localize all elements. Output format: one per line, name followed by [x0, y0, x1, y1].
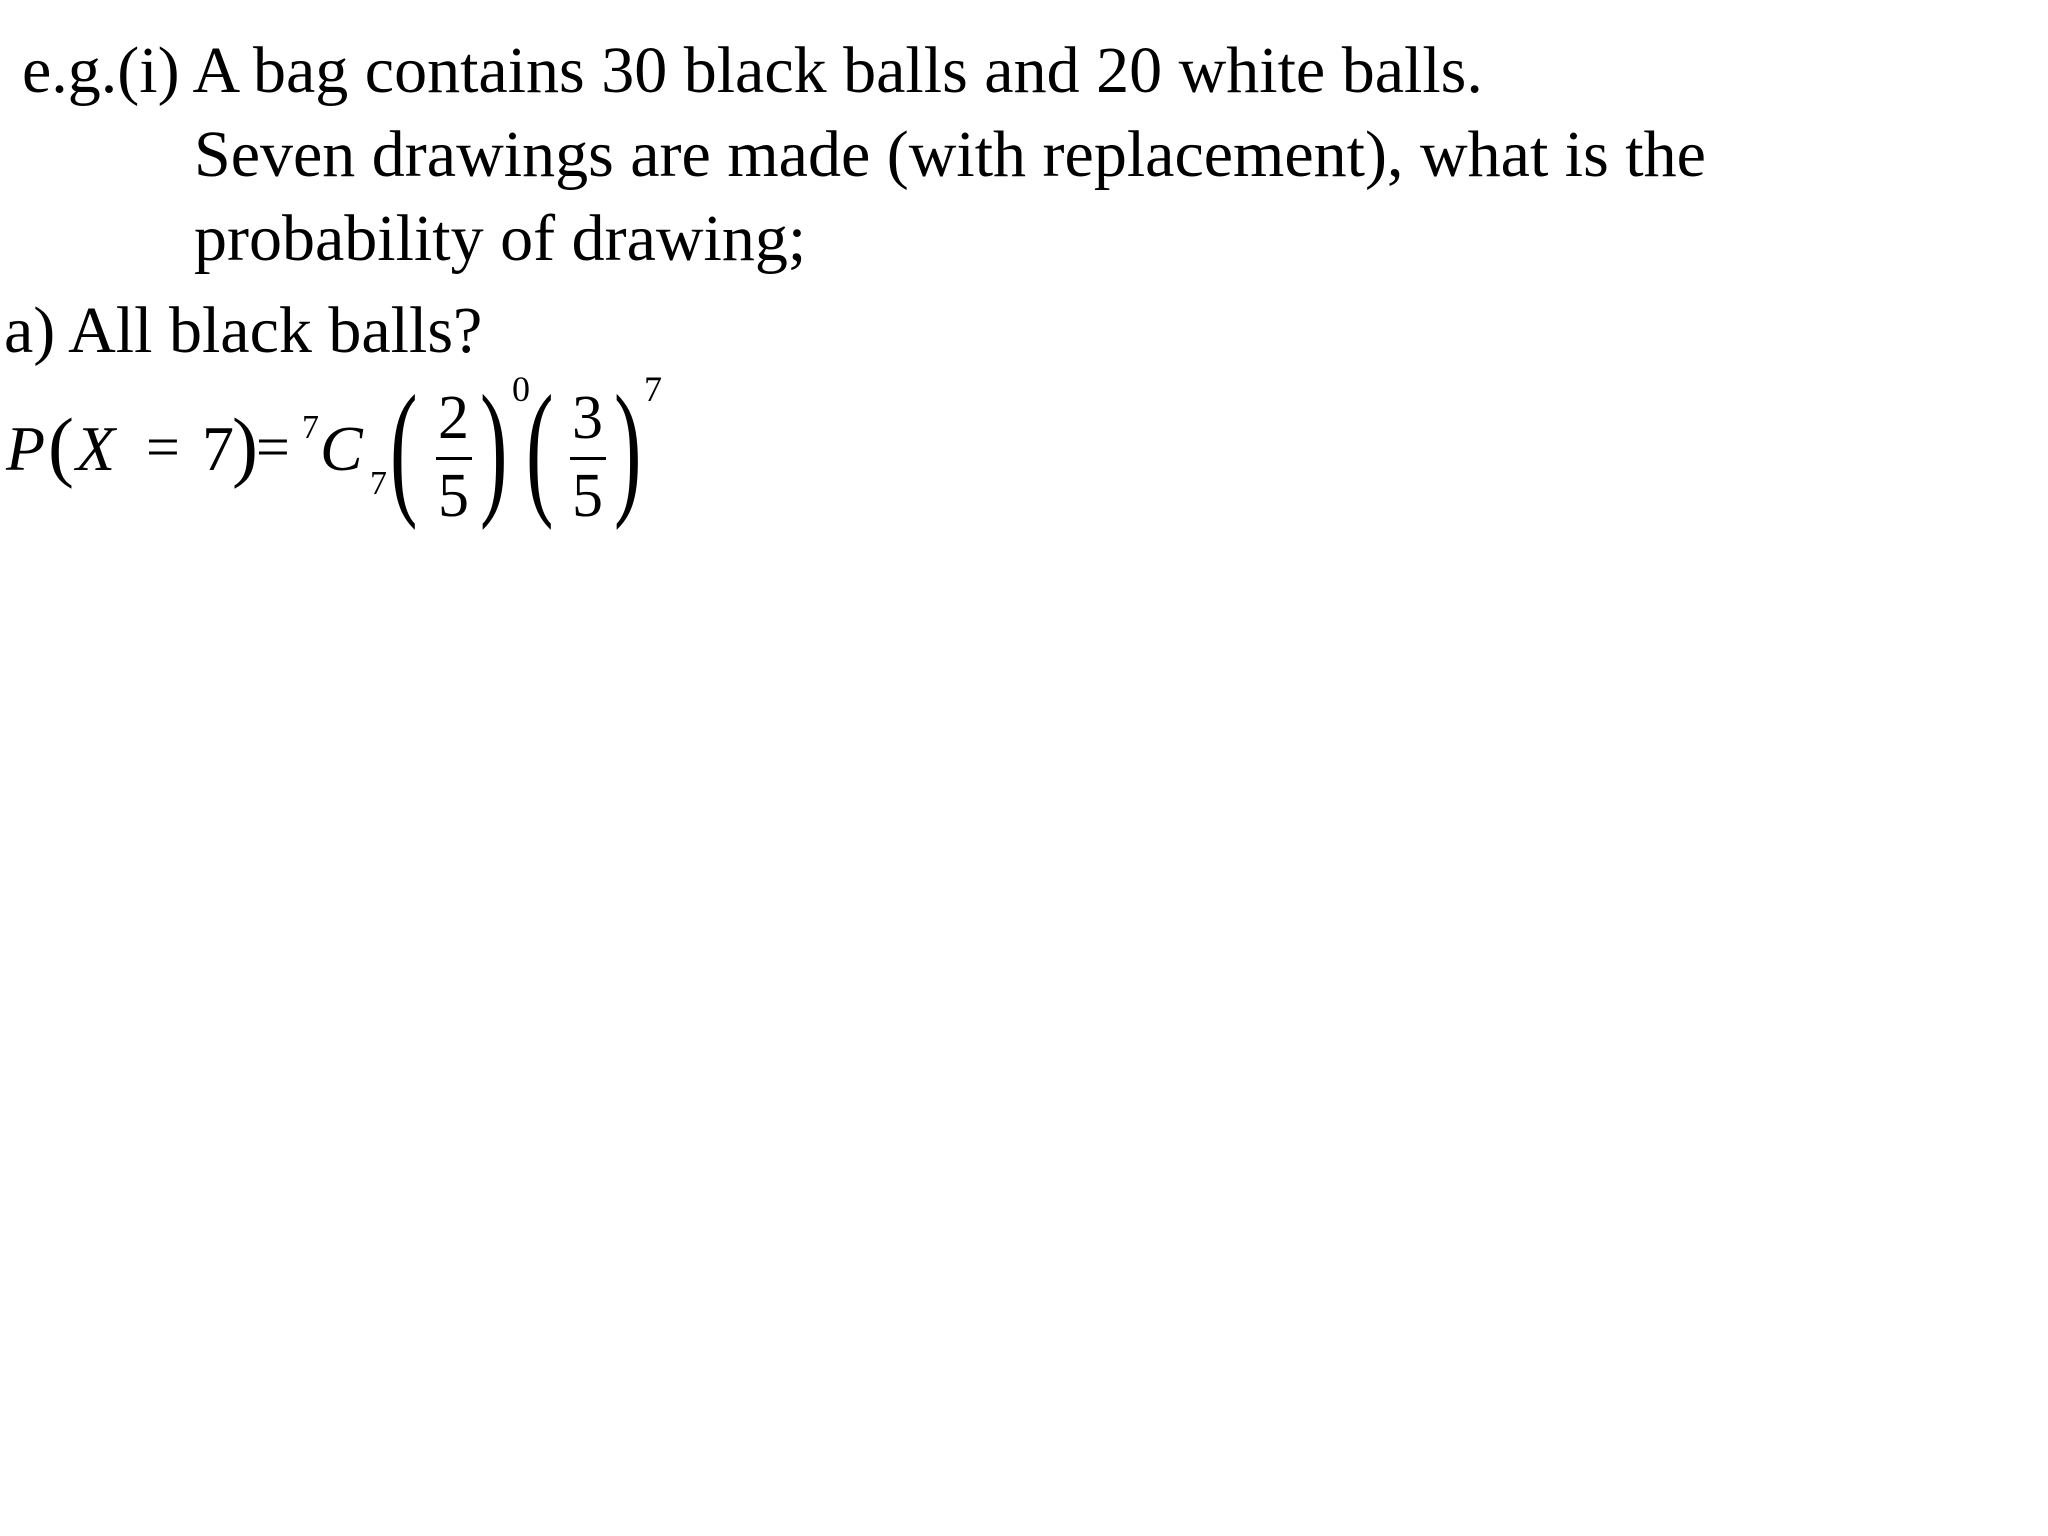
formula-equals: = [256, 414, 290, 480]
part-a-question [4, 294, 483, 367]
formula-x: X [76, 413, 116, 484]
example-text-line-3: probability of drawing; [194, 202, 807, 275]
example-line-3 [194, 202, 807, 275]
example-text-line-1: A bag contains 30 black balls and 20 white balls. [192, 34, 1483, 107]
formula-combination-superscript: 7 [302, 409, 319, 446]
fraction-1-close-paren: ) [480, 365, 508, 531]
example-line-1 [22, 34, 1483, 107]
formula-combination-subscript: 7 [370, 465, 387, 502]
fraction-1-denominator: 5 [438, 462, 469, 530]
fraction-2-denominator: 5 [572, 462, 603, 530]
fraction-2-close-paren: ) [614, 365, 642, 531]
fraction-1-numerator: 2 [438, 384, 469, 452]
part-a-label: a) All black balls? [4, 294, 483, 367]
fraction-2-numerator: 3 [572, 384, 603, 452]
formula-lhs-open-paren: ( [48, 402, 74, 489]
example-text-line-2: Seven drawings are made (with replacement), what is the [194, 118, 1706, 191]
formula-x-value: 7 [202, 413, 234, 484]
fraction-1-open-paren: ( [390, 365, 418, 531]
fraction-1-exponent: 0 [512, 369, 530, 409]
formula-inner-equals: = [146, 414, 180, 480]
example-line-2 [194, 118, 1706, 191]
formula-combination-c: C [320, 413, 363, 484]
fraction-2-exponent: 7 [644, 369, 662, 409]
fraction-1-bar [436, 457, 472, 460]
formula-lhs-close-paren: ) [232, 402, 258, 489]
formula-p: P [6, 413, 46, 484]
probability-formula [6, 365, 706, 545]
fraction-2-bar [570, 457, 606, 460]
example-label: e.g.(i) [22, 34, 180, 107]
fraction-2-open-paren: ( [526, 365, 554, 531]
